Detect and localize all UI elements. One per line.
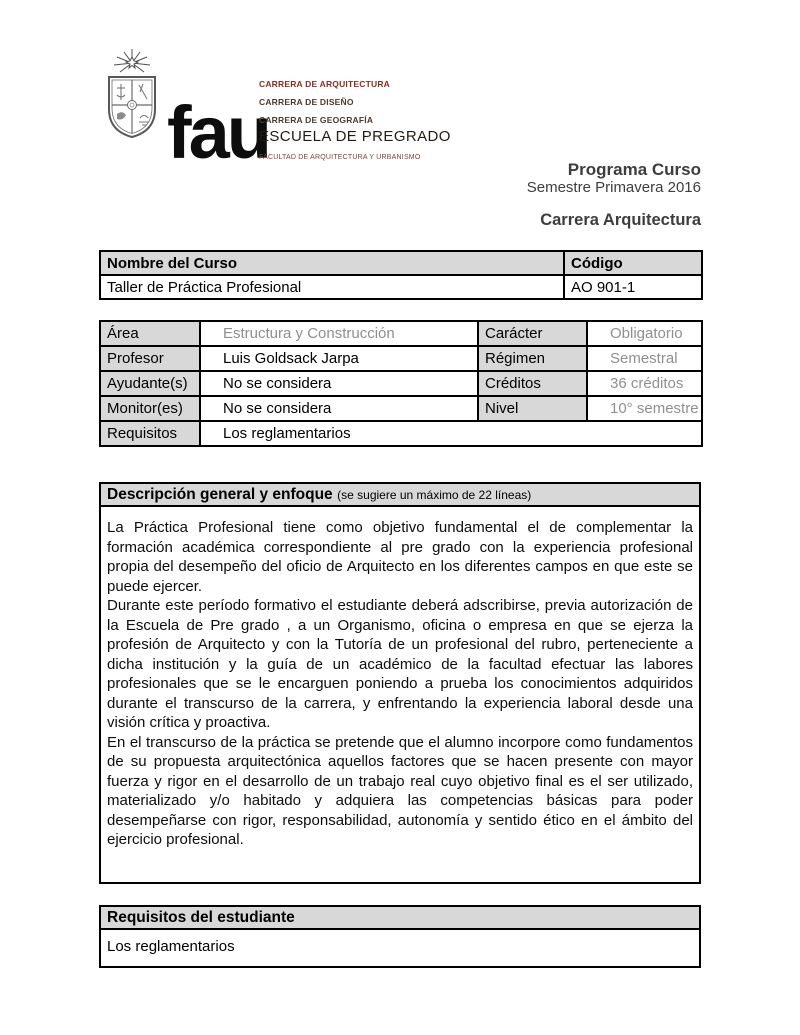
regimen-label: Régimen bbox=[478, 346, 587, 371]
regimen-value: Semestral bbox=[587, 346, 702, 371]
course-table bbox=[99, 250, 703, 300]
course-name-header: Nombre del Curso bbox=[100, 251, 564, 275]
page-title: Programa Curso bbox=[567, 160, 701, 179]
logo-line-arquitectura: CARRERA DE ARQUITECTURA bbox=[259, 79, 390, 89]
creditos-label: Créditos bbox=[478, 371, 587, 396]
description-paragraph: Durante este período formativo el estudiante deberá adscribirse, previa autorización de la Escuela de Pre grado , a un Organismo, oficina o empresa en que se ejerza la profesión de Arquitecto y con la Tutoría de un profesional del rubro, perteneciente a dicha institución y la guía de un académico de la facultad efectuar las labores profesionales que se le encarguen poniendo a prueba los conocimientos adquiridos durante el transcurso de la carrera, y enfrentando la experiencia laboral desde una visión crítica y proactiva. bbox=[107, 597, 693, 731]
requisitos-value: Los reglamentarios bbox=[200, 421, 702, 446]
career-label: Carrera Arquitectura bbox=[540, 211, 701, 229]
caracter-value: Obligatorio bbox=[587, 321, 702, 346]
table-row bbox=[100, 371, 702, 396]
course-code-value: AO 901-1 bbox=[564, 275, 702, 299]
course-info-table bbox=[99, 320, 703, 447]
student-requirements-section bbox=[99, 905, 701, 968]
student-requirements-title: Requisitos del estudiante bbox=[107, 909, 295, 926]
faculty-text-block bbox=[259, 74, 459, 164]
university-crest-icon bbox=[103, 48, 163, 145]
fau-wordmark: fau bbox=[167, 91, 269, 174]
description-body bbox=[99, 507, 701, 884]
course-name-value: Taller de Práctica Profesional bbox=[100, 275, 564, 299]
monitor-value: No se considera bbox=[200, 396, 478, 421]
document-header bbox=[300, 160, 701, 229]
semester-label: Semestre Primavera 2016 bbox=[526, 179, 701, 196]
description-section bbox=[99, 482, 701, 884]
requisitos-label: Requisitos bbox=[100, 421, 200, 446]
table-row bbox=[100, 321, 702, 346]
description-paragraph: En el transcurso de la práctica se pretende que el alumno incorpore como fundamentos de su propuesta arquitectónica aquellos factores que se hacen presente con mayor fuerza y rigor en el desarrollo de un trabajo real cuyo objetivo final es el ser utilizado, materializado y/o habitado y adquiera las competencias básicas para poder desempeñarse con rigor, responsabilidad, autonomía y sentido ético en el ámbito del ejercicio profesional. bbox=[107, 733, 693, 848]
logo-line-diseno: CARRERA DE DISEÑO bbox=[259, 97, 354, 107]
area-value: Estructura y Construcción bbox=[200, 321, 478, 346]
ayudante-value: No se considera bbox=[200, 371, 478, 396]
description-paragraph: La Práctica Profesional tiene como objetivo fundamental el de complementar la formación académica correspondiente al pre grado con la experiencia profesional propia del desempeño del oficio de Arquitecto en los diferentes campos en que este se puede ejercer. bbox=[107, 519, 693, 595]
caracter-label: Carácter bbox=[478, 321, 587, 346]
table-row bbox=[100, 346, 702, 371]
profesor-label: Profesor bbox=[100, 346, 200, 371]
description-title: Descripción general y enfoque bbox=[107, 486, 333, 503]
profesor-value: Luis Goldsack Jarpa bbox=[200, 346, 478, 371]
logo-line-escuela: ESCUELA DE PREGRADO bbox=[259, 128, 451, 145]
description-section-header bbox=[99, 482, 701, 507]
course-code-header: Código bbox=[564, 251, 702, 275]
table-row bbox=[100, 421, 702, 446]
nivel-value: 10° semestre bbox=[587, 396, 702, 421]
student-requirements-value: Los reglamentarios bbox=[99, 930, 701, 968]
student-requirements-header bbox=[99, 905, 701, 930]
table-row bbox=[100, 396, 702, 421]
ayudante-label: Ayudante(s) bbox=[100, 371, 200, 396]
creditos-value: 36 créditos bbox=[587, 371, 702, 396]
area-label: Área bbox=[100, 321, 200, 346]
nivel-label: Nivel bbox=[478, 396, 587, 421]
description-note: (se sugiere un máximo de 22 líneas) bbox=[337, 488, 532, 502]
monitor-label: Monitor(es) bbox=[100, 396, 200, 421]
logo-line-facultad: FACULTAD DE ARQUITECTURA Y URBANISMO bbox=[259, 154, 421, 161]
logo-line-geografia: CARRERA DE GEOGRAFÍA bbox=[259, 115, 374, 125]
